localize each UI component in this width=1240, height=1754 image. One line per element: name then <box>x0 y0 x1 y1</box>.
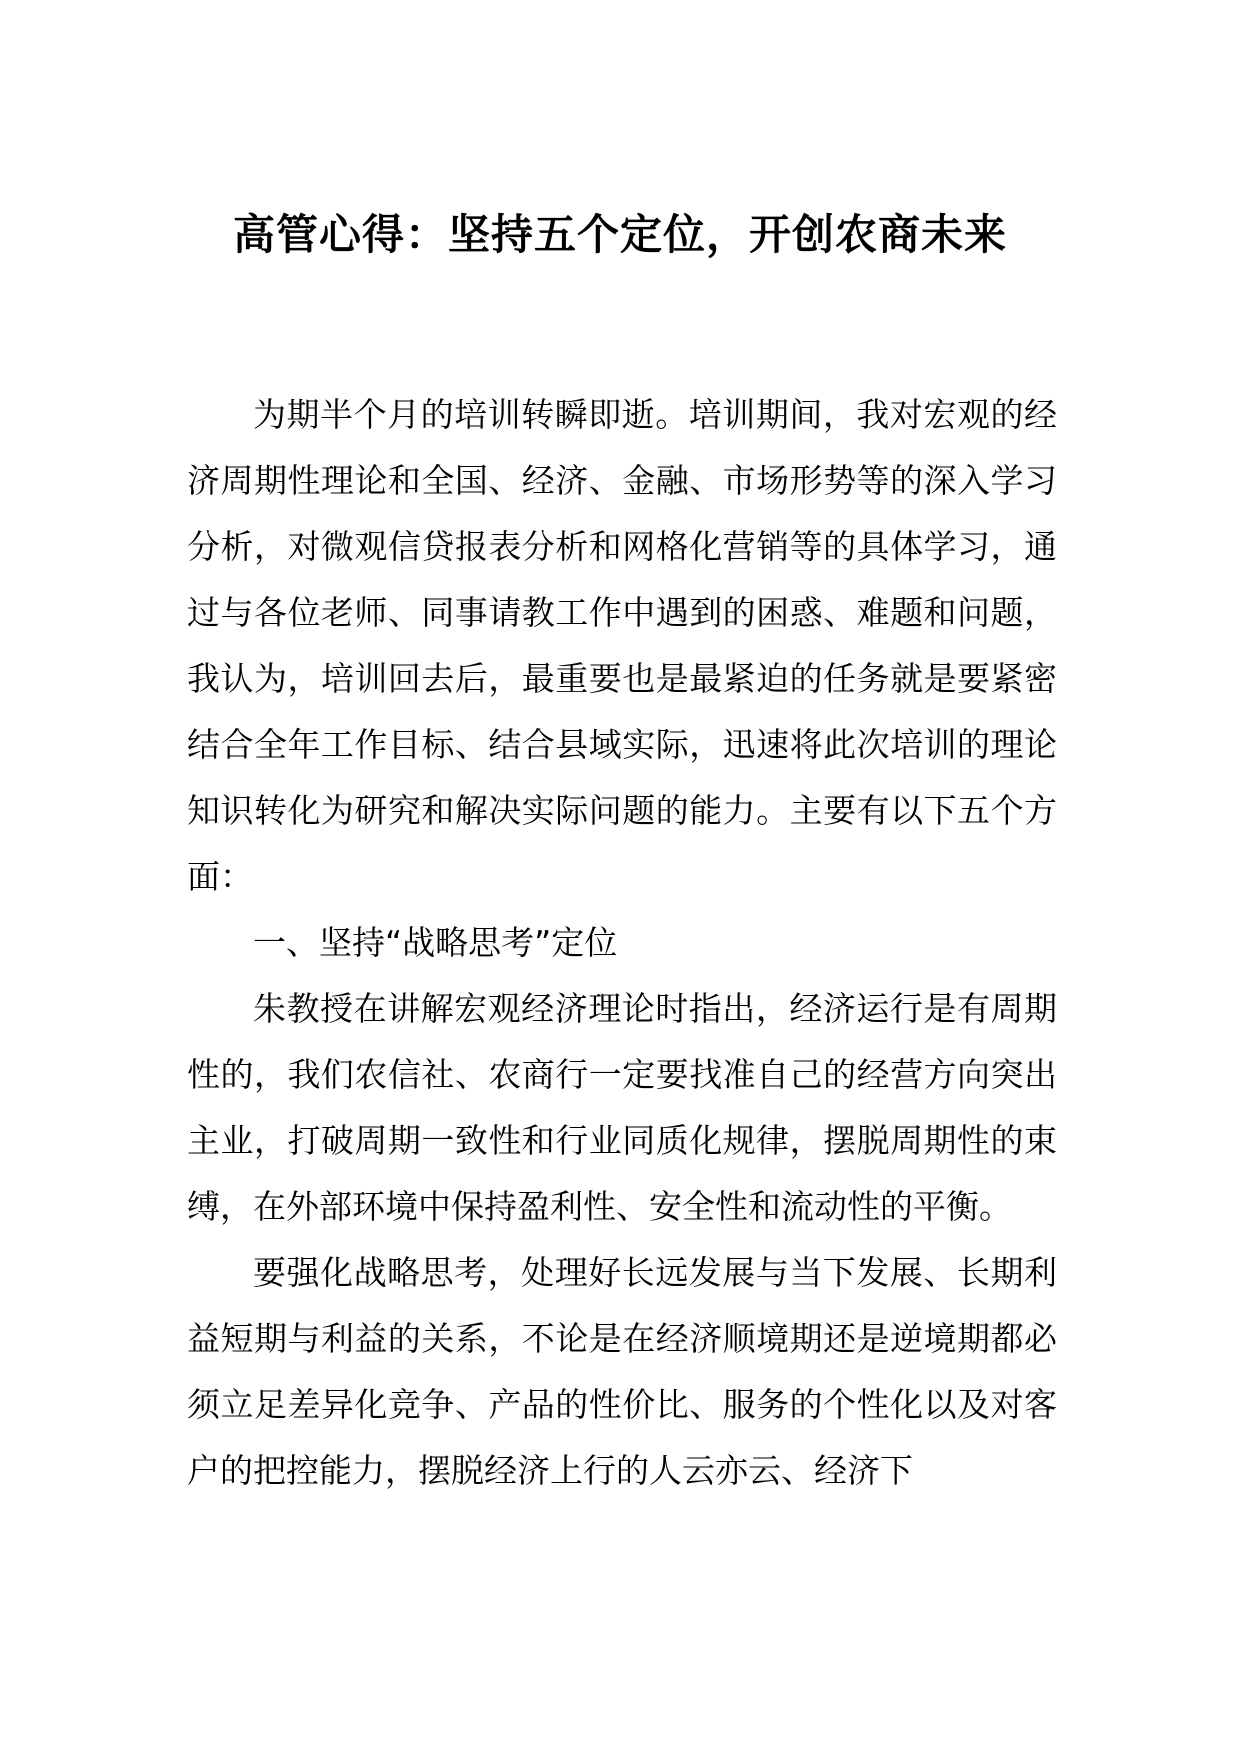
section-heading-1: 一、坚持“战略思考”定位 <box>253 923 618 962</box>
paragraph-section-1-b: 要强化战略思考，处理好长远发展与当下发展、长期利益短期与利益的关系，不论是在经济顺境期还是逆境期都必须立足差异化竞争、产品的性价比、服务的个性化以及对客户的把控能力，摆脱经济上行的人云亦云、经济下 <box>187 1253 1057 1490</box>
document-body <box>187 382 1057 1504</box>
document-title: 高管心得：坚持五个定位，开创农商未来 <box>232 210 1007 259</box>
paragraph-intro: 为期半个月的培训转瞬即逝。培训期间，我对宏观的经济周期性理论和全国、经济、金融、市场形势等的深入学习分析，对微观信贷报表分析和网格化营销等的具体学习，通过与各位老师、同事请教工作中遇到的困惑、难题和问题，我认为，培训回去后，最重要也是最紧迫的任务就是要紧密结合全年工作目标、结合县域实际，迅速将此次培训的理论知识转化为研究和解决实际问题的能力。主要有以下五个方面： <box>187 395 1057 896</box>
paragraph-section-1-a: 朱教授在讲解宏观经济理论时指出，经济运行是有周期性的，我们农信社、农商行一定要找准自己的经营方向突出主业，打破周期一致性和行业同质化规律，摆脱周期性的束缚，在外部环境中保持盈利性、安全性和流动性的平衡。 <box>187 989 1057 1226</box>
